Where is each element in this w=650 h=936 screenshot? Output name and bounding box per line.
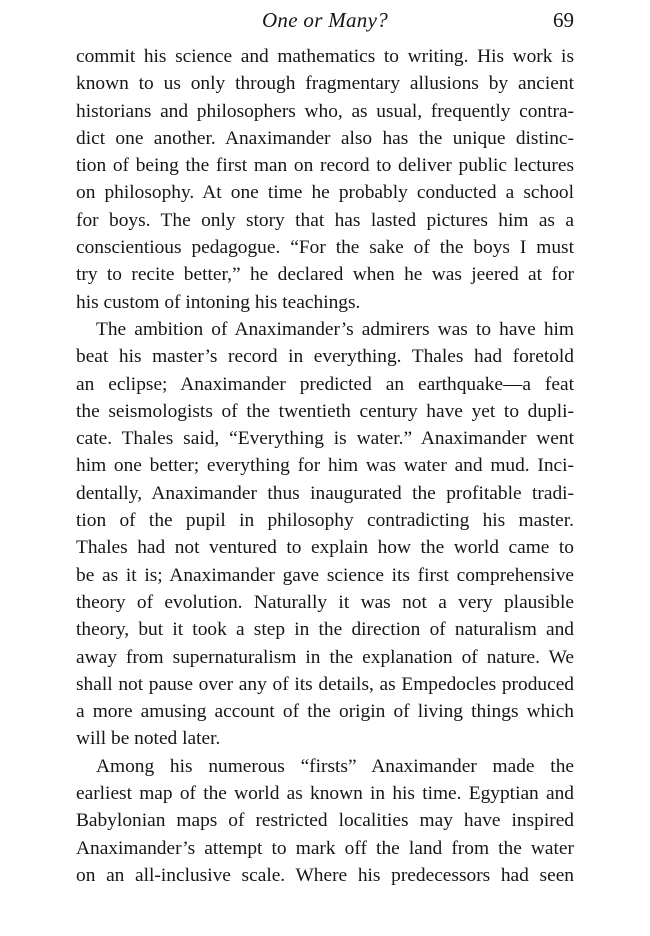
text-line: tion of the pupil in philosophy contradicting his master. [76,510,574,532]
text-line: away from supernaturalism in the explanation of nature. We [76,646,574,668]
text-line: him one better; everything for him was water and mud. Inci- [76,455,574,477]
text-line: the seismologists of the twentieth century have yet to dupli- [76,400,574,422]
text-line: theory, but it took a step in the direction of naturalism and [76,619,574,641]
text-line: earliest map of the world as known in his time. Egyptian and [76,783,574,805]
text-line: historians and philosophers who, as usual, frequently contra- [76,100,574,122]
running-title: One or Many? [261,8,389,32]
text-line: known to us only through fragmentary allusions by ancient [76,73,574,95]
text-line: a more amusing account of the origin of living things which [76,701,574,723]
text-line: his custom of intoning his teachings. [76,291,361,313]
text-line: on philosophy. At one time he probably conducted a school [76,182,574,204]
text-line: an eclipse; Anaximander predicted an earthquake—a feat [76,373,574,395]
text-line: try to recite better,” he declared when he was jeered at for [76,264,574,286]
text-line: will be noted later. [76,728,221,750]
text-line: Among his numerous “firsts” Anaximander made the [96,755,574,777]
text-line: beat his master’s record in everything. Thales had foretold [76,346,574,368]
body-text [76,43,574,889]
text-line: theory of evolution. Naturally it was not a very plausible [76,591,574,613]
text-line: on an all-inclusive scale. Where his predecessors had seen [76,864,574,886]
text-line: commit his science and mathematics to writing. His work is [76,46,574,67]
text-line: shall not pause over any of its details, as Empedocles produced [76,673,574,695]
text-line: conscientious pedagogue. “For the sake of the boys I must [76,237,574,259]
text-line: for boys. The only story that has lasted pictures him as a [76,209,574,231]
text-line: dict one another. Anaximander also has the unique distinc- [76,127,574,149]
text-line: be as it is; Anaximander gave science its first comprehensive [76,564,574,586]
text-line: dentally, Anaximander thus inaugurated the profitable tradi- [76,482,574,504]
text-line: cate. Thales said, “Everything is water.” Anaximander went [76,428,574,450]
page-number: 69 [553,8,574,32]
text-line: Anaximander’s attempt to mark off the land from the water [76,837,574,859]
running-head [76,6,574,36]
text-line: Babylonian maps of restricted localities may have inspired [76,810,574,832]
text-line: tion of being the first man on record to deliver public lectures [76,155,574,177]
text-line: The ambition of Anaximander’s admirers was to have him [96,318,574,340]
text-line: Thales had not ventured to explain how the world came to [76,537,574,559]
